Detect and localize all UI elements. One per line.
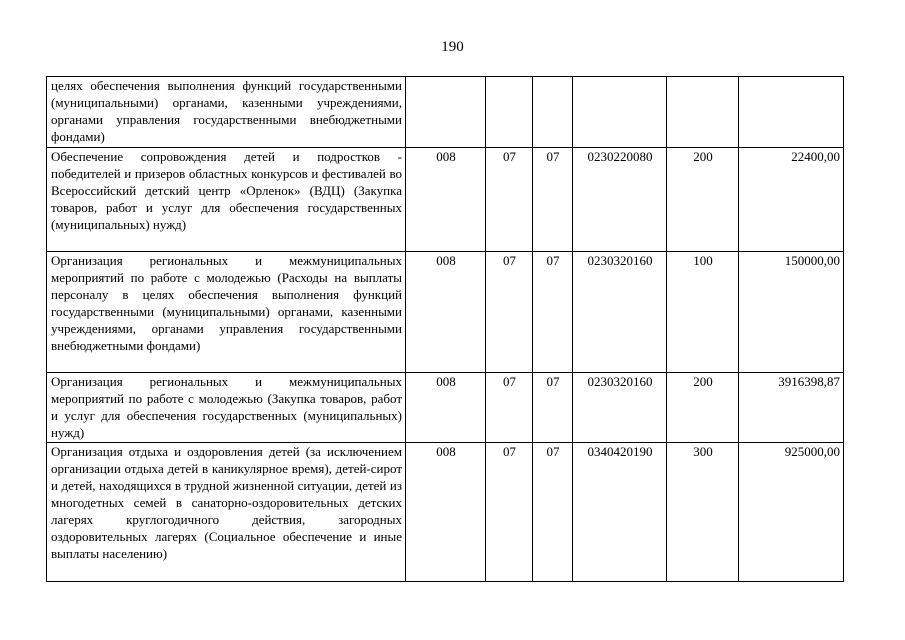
section-code-cell: 07 [486,252,533,373]
subsection-code-cell: 07 [533,252,573,373]
expense-type-cell [667,77,739,148]
subsection-code-cell: 07 [533,373,573,443]
section-code-cell: 07 [486,148,533,252]
expense-name-cell: Организация отдыха и оздоровления детей (за исключением организации отдыха детей в каникулярное время), детей-сирот и детей, находящихся в трудной жизненной ситуации, детей из многодетных семей в санаторно-оздоровительных детских лагерях круглогодичного действия, загородных оздоровительных лагерях (Социальное обеспечение и иные выплаты населению) [47,443,406,582]
admin-code-cell: 008 [406,443,486,582]
section-code-cell: 07 [486,373,533,443]
subsection-code-cell: 07 [533,443,573,582]
budget-table [46,76,844,582]
amount-cell [739,77,844,148]
amount-cell: 150000,00 [739,252,844,373]
expense-type-cell: 200 [667,373,739,443]
admin-code-cell: 008 [406,373,486,443]
table-row [47,373,844,443]
expense-name-cell: целях обеспечения выполнения функций государственными (муниципальными) органами, казенными учреждениями, органами управления государственными внебюджетными фондами) [47,77,406,148]
admin-code-cell: 008 [406,148,486,252]
table-row [47,77,844,148]
subsection-code-cell: 07 [533,148,573,252]
expense-name-cell: Организация региональных и межмуниципальных мероприятий по работе с молодежью (Закупка товаров, работ и услуг для обеспечения государственных (муниципальных) нужд) [47,373,406,443]
target-article-cell: 0230320160 [573,252,667,373]
amount-cell: 22400,00 [739,148,844,252]
amount-cell: 925000,00 [739,443,844,582]
expense-name-cell: Организация региональных и межмуниципальных мероприятий по работе с молодежью (Расходы на выплаты персоналу в целях обеспечения выполнения функций государственными (муниципальными) органами, казенными учреждениями, органами управления государственными внебюджетными фондами) [47,252,406,373]
page-number: 190 [441,39,464,55]
table-row [47,252,844,373]
admin-code-cell: 008 [406,252,486,373]
target-article-cell: 0230220080 [573,148,667,252]
section-code-cell: 07 [486,443,533,582]
amount-cell: 3916398,87 [739,373,844,443]
section-code-cell [486,77,533,148]
target-article-cell: 0230320160 [573,373,667,443]
expense-type-cell: 100 [667,252,739,373]
table-row [47,148,844,252]
target-article-cell: 0340420190 [573,443,667,582]
expense-type-cell: 300 [667,443,739,582]
subsection-code-cell [533,77,573,148]
admin-code-cell [406,77,486,148]
target-article-cell [573,77,667,148]
expense-type-cell: 200 [667,148,739,252]
table-row [47,443,844,582]
expense-name-cell: Обеспечение сопровождения детей и подростков - победителей и призеров областных конкурсов и фестивалей во Всероссийский детский центр «Орленок» (ВДЦ) (Закупка товаров, работ и услуг для обеспечения государственных (муниципальных) нужд) [47,148,406,252]
